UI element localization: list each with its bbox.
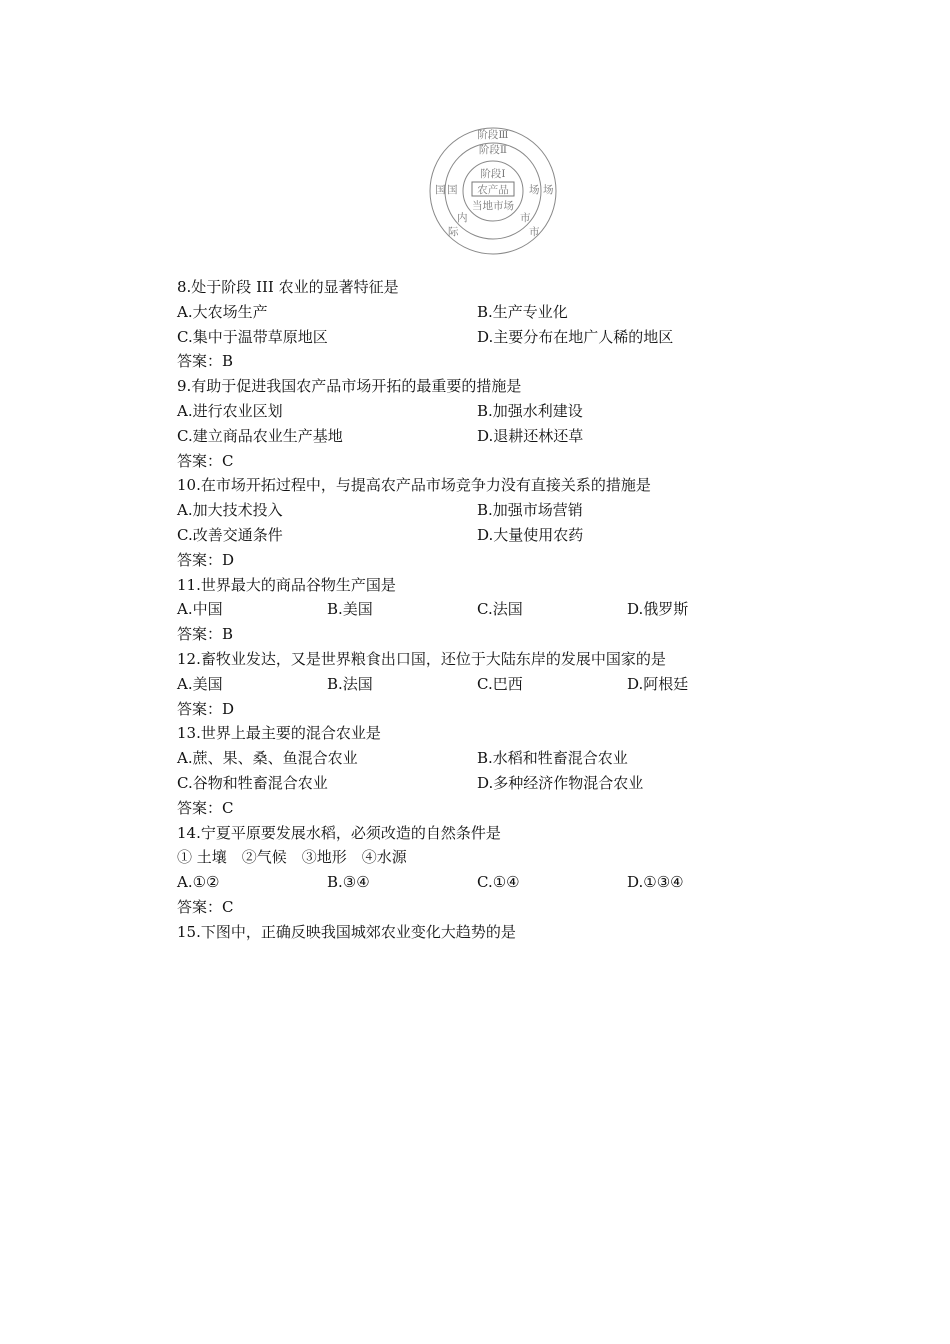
- answer-line: 答案：C: [177, 798, 234, 817]
- answer-line: 答案：D: [177, 699, 235, 718]
- option-d[interactable]: D.多种经济作物混合农业: [477, 773, 644, 792]
- answer-line: 答案：D: [177, 550, 235, 569]
- market-stage-diagram: [428, 126, 558, 256]
- option-c[interactable]: C.巴西: [477, 674, 523, 693]
- answer-line: 答案：B: [177, 625, 234, 644]
- label-center: 农产品: [477, 184, 509, 196]
- option-row: [177, 300, 777, 325]
- label-stage-2: 阶段Ⅱ: [478, 144, 508, 156]
- option-d[interactable]: D.大量使用农药: [477, 525, 584, 544]
- option-b[interactable]: B.加强水利建设: [477, 401, 583, 420]
- label-right-outer-top: 场: [543, 184, 554, 196]
- option-d[interactable]: D.①③④: [627, 873, 684, 892]
- label-local-market: 当地市场: [472, 200, 514, 212]
- option-row: [177, 424, 777, 449]
- option-b[interactable]: B.法国: [327, 674, 373, 693]
- option-row: [177, 325, 777, 350]
- question-stem: 12.畜牧业发达，又是世界粮食出口国，还位于大陆东岸的发展中国家的是: [177, 649, 666, 668]
- option-row: [177, 597, 777, 622]
- question-stem: 11.世界最大的商品谷物生产国是: [177, 575, 396, 594]
- question-stem: 9.有助于促进我国农产品市场开拓的最重要的措施是: [177, 377, 522, 396]
- label-bottom-outer: 际: [448, 226, 459, 238]
- option-row: [177, 672, 777, 697]
- option-row: [177, 399, 777, 424]
- option-b[interactable]: B.③④: [327, 873, 370, 892]
- answer-line: 答案：C: [177, 897, 234, 916]
- option-c[interactable]: C.建立商品农业生产基地: [177, 426, 343, 445]
- question-sub-items: ① 土壤 ②气候 ③地形 ④水源: [177, 848, 407, 867]
- option-row: [177, 771, 777, 796]
- option-b[interactable]: B.加强市场营销: [477, 501, 583, 520]
- option-c[interactable]: C.谷物和牲畜混合农业: [177, 773, 328, 792]
- option-a[interactable]: A.大农场生产: [177, 302, 268, 321]
- option-row: [177, 746, 777, 771]
- option-c[interactable]: C.①④: [477, 873, 520, 892]
- option-a[interactable]: A.蔗、果、桑、鱼混合农业: [177, 749, 358, 768]
- option-a[interactable]: A.进行农业区划: [177, 401, 283, 420]
- label-left-outer: 国: [435, 184, 446, 196]
- question-stem: 8.处于阶段 III 农业的显著特征是: [177, 278, 399, 296]
- option-row: [177, 498, 777, 523]
- label-right-mid: 场: [529, 184, 540, 196]
- question-stem: 10.在市场开拓过程中，与提高农产品市场竞争力没有直接关系的措施是: [177, 476, 651, 495]
- option-c[interactable]: C.法国: [477, 600, 523, 619]
- question-list: [177, 275, 777, 945]
- option-d[interactable]: D.俄罗斯: [627, 600, 689, 619]
- label-left-inner: 国: [447, 184, 458, 196]
- option-a[interactable]: A.①②: [177, 873, 220, 892]
- option-c[interactable]: C.集中于温带草原地区: [177, 327, 328, 346]
- answer-line: 答案：C: [177, 451, 234, 470]
- question-stem: 13.世界上最主要的混合农业是: [177, 724, 381, 743]
- label-bottom-inner: 内: [457, 212, 468, 224]
- option-b[interactable]: B.水稻和牲畜混合农业: [477, 749, 628, 768]
- option-d[interactable]: D.阿根廷: [627, 674, 689, 693]
- option-a[interactable]: A.中国: [177, 600, 223, 619]
- label-stage-3: 阶段Ⅲ: [477, 129, 509, 141]
- option-b[interactable]: B.美国: [327, 600, 373, 619]
- option-d[interactable]: D.主要分布在地广人稀的地区: [477, 327, 674, 346]
- label-stage-1: 阶段Ⅰ: [480, 168, 506, 180]
- question-stem: 14.宁夏平原要发展水稻，必须改造的自然条件是: [177, 823, 501, 842]
- option-b[interactable]: B.生产专业化: [477, 302, 568, 321]
- option-a[interactable]: A.美国: [177, 674, 223, 693]
- question-stem: 15.下图中，正确反映我国城郊农业变化大趋势的是: [177, 922, 516, 941]
- option-c[interactable]: C.改善交通条件: [177, 525, 283, 544]
- option-d[interactable]: D.退耕还林还草: [477, 426, 584, 445]
- label-right-outer-bottom: 市: [529, 226, 540, 238]
- option-a[interactable]: A.加大技术投入: [177, 501, 283, 520]
- option-row: [177, 523, 777, 548]
- label-right-inner: 市: [520, 212, 531, 224]
- answer-line: 答案：B: [177, 352, 234, 371]
- option-row: [177, 870, 777, 895]
